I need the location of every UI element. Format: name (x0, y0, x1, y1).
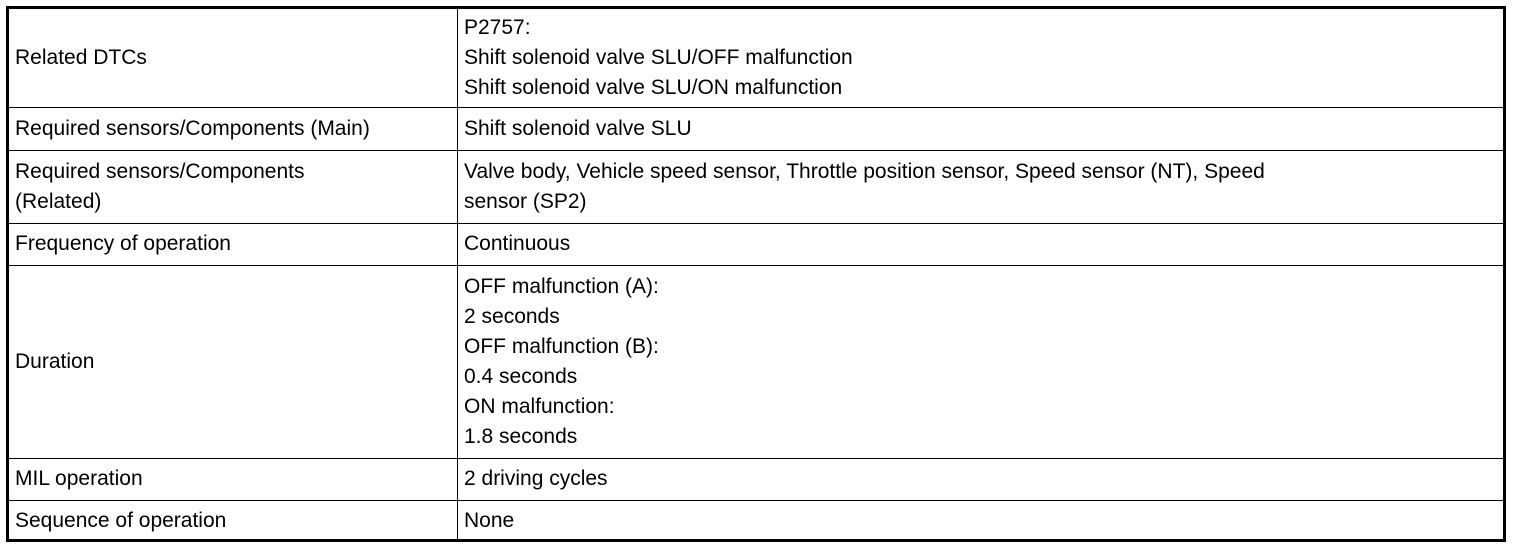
table-row-related-components (9, 150, 1503, 223)
row-label-main-components (9, 107, 458, 150)
value-line: sensor (SP2) (464, 189, 587, 213)
value-line: 2 driving cycles (464, 467, 608, 490)
value-line: Shift solenoid valve SLU/ON malfunction (464, 75, 843, 99)
value-line: Shift solenoid valve SLU (464, 116, 692, 140)
value-line: OFF malfunction (B): (464, 334, 659, 358)
table-row-mil-operation (9, 458, 1503, 500)
value-line: OFF malfunction (A): (464, 274, 659, 298)
row-label-sequence (9, 500, 458, 542)
table-row-duration (9, 265, 1503, 458)
dtc-table (9, 9, 1503, 542)
row-label-related-dtcs (9, 9, 458, 107)
table-row-related-dtcs (9, 9, 1503, 107)
row-value-mil-operation (458, 458, 1504, 500)
row-value-related-dtcs (458, 9, 1504, 107)
value-line: 0.4 seconds (464, 364, 578, 388)
label-line: (Related) (15, 189, 102, 213)
row-label-frequency (9, 223, 458, 265)
row-value-sequence (458, 500, 1504, 542)
row-value-related-components (458, 150, 1504, 223)
value-line: P2757: (464, 15, 531, 39)
table-row-sequence (9, 500, 1503, 542)
label-line: Frequency of operation (15, 232, 231, 255)
value-line: None (464, 509, 515, 533)
row-value-main-components (458, 107, 1504, 150)
value-line: 2 seconds (464, 304, 560, 328)
row-value-frequency (458, 223, 1504, 265)
row-value-duration (458, 265, 1504, 458)
dtc-info-table (6, 6, 1506, 542)
value-line: Valve body, Vehicle speed sensor, Throttle position sensor, Speed sensor (NT), Speed (464, 159, 1265, 183)
value-line: ON malfunction: (464, 394, 615, 418)
row-label-related-components (9, 150, 458, 223)
label-line: MIL operation (15, 467, 143, 490)
label-line: Required sensors/Components (Main) (15, 116, 370, 140)
table-row-main-components (9, 107, 1503, 150)
label-line: Required sensors/Components (15, 159, 305, 183)
value-line: Continuous (464, 232, 571, 255)
value-line: 1.8 seconds (464, 424, 578, 448)
table-row-frequency (9, 223, 1503, 265)
value-line: Shift solenoid valve SLU/OFF malfunction (464, 45, 853, 69)
label-line: Sequence of operation (15, 509, 227, 533)
row-label-duration (9, 265, 458, 458)
label-line: Related DTCs (15, 45, 147, 69)
row-label-mil-operation (9, 458, 458, 500)
label-line: Duration (15, 349, 95, 373)
